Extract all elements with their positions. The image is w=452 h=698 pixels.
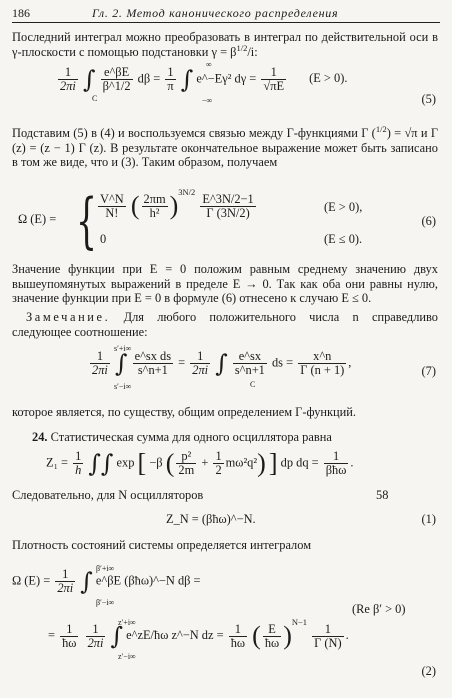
equation-2-line1: Ω (E) = $\frac{1}{2\pi i}$ β′+i∞ ∫ β′−i∞ e^βE (βħω)^−N dβ = (12, 564, 201, 607)
paragraph-gamma-definition: которое является, по существу, общим определением Γ-функций. (12, 405, 357, 419)
equation-zn: Z_N = (βħω)^−N. (166, 512, 256, 526)
equation-zn-number: (1) (421, 512, 436, 526)
equation-5: $\frac{1}{2\pi i}$ ∫ C $\frac{e\^{}\beta E}{\beta\^{}1/2}$ dβ = $\frac{1}{\pi}$ ∞ ∫ −∞ e^−Eγ² dγ = $\frac{1}{√\pi E}$ (E > 0). (60, 60, 348, 105)
equation-2-number: (2) (421, 664, 436, 678)
equation-7: $\frac{1}{2\pi i}$ s′+i∞ ∫ s′−i∞ $\frac{\text{e\textasciicircum{}sx ds}}{s\^{}n+1}$ = $\frac{1}{2\pi i}$ ∫ C $\frac{e\^{}sx}{s\^{}n+1}$ ds = $\frac{x\^{}n}{\Gamma (n + 1)}$ , (92, 344, 352, 391)
paragraph-oscillator: 24. Статистическая сумма для одного осциллятора равна (32, 430, 332, 444)
page-number: 186 (12, 6, 30, 20)
equation-6: Ω (E) = { $\frac{V\^{}N}{N!}$ ( $\frac{2\pi m}{\text{h²}}$ )$^{3N/2}$ $\frac{E\^{}3N/2-1}{\Gamma (3N/2)}$ (E > 0), 0 (E ≤ 0). (18, 186, 363, 256)
equation-5-number: (5) (421, 92, 436, 106)
equation-7-number: (7) (421, 364, 436, 378)
margin-mark: 58 (376, 488, 389, 502)
paragraph-density: Плотность состояний системы определяется интегралом (12, 538, 312, 552)
running-title: Гл. 2. Метод канонического распределения (92, 6, 339, 20)
paragraph-substitution: Последний интеграл можно преобразовать в интеграл по действительной оси в γ-плоскости с помощью подстановки $\gamma = \beta^{1/2}/i$: (12, 30, 438, 59)
paragraph-remark: Замечание. Для любого положительного числа n справедливо следующее соотношение: (12, 310, 438, 339)
equation-z1: Z₁ = $\frac{1}{h}$ ∫∫ exp [ −β ( $\frac{\text{p²}}{2m}$ + $\frac{1}{2}$ mω²q²) ] dp dq = 1 βħω . (46, 448, 354, 478)
paragraph-e-zero: Значение функции при E = 0 положим равным среднему значению двух вышеупомянутых выражений в пределе E → 0. Так как оба они равны нулю, значение функции при E = 0 в формуле (6) отнесено к случаю E ≤ 0. (12, 262, 438, 306)
equation-2-condition: (Re β′ > 0) (352, 602, 406, 616)
header-rule (12, 22, 440, 23)
paragraph-substitute-5-in-4: Подставим (5) в (4) и воспользуемся связью между Γ-функциями Γ ($^{1/2}$) = √π и Γ (z) = (z − 1) Γ (z). В результате окончательное выражение может быть записано в том же виде, что и (3). Таким образом, получаем (12, 123, 438, 170)
equation-6-number: (6) (421, 214, 436, 228)
equation-2-line2: = $\frac{1}{ħ\omega}$ $\frac{1}{2\pi i}$ z′+i∞ ∫ z′−i∞ e^zE/ħω z^−N dz = $\frac{1}{ħ\omega}$ ( $\frac{E}{ħ\omega}$ )$^{N-1}$ $\frac{1}{\Gamma (N)}$ . (48, 617, 349, 661)
paragraph-n-oscillators: Следовательно, для N осцилляторов 58 (12, 488, 389, 502)
running-header (12, 6, 440, 22)
